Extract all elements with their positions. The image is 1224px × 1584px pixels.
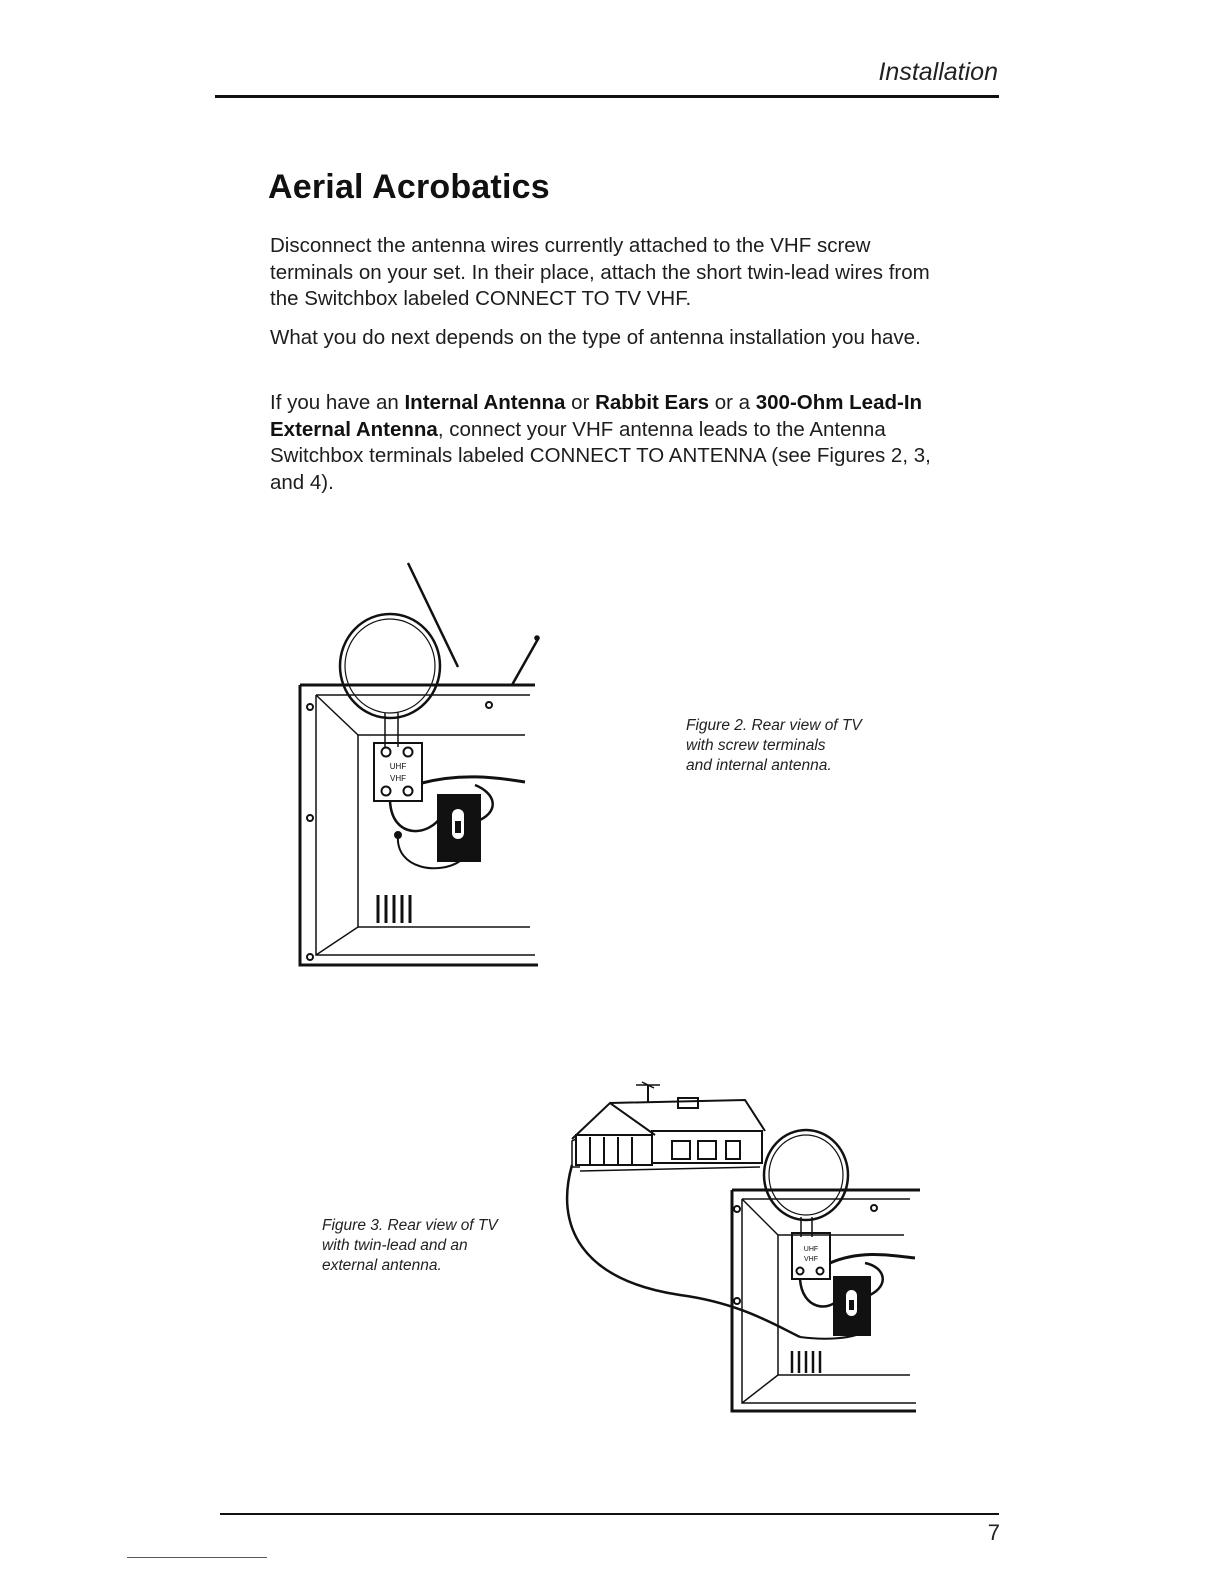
figure-3-caption [322, 1216, 552, 1276]
bold-rabbit-ears: Rabbit Ears [595, 391, 710, 414]
fig2-uhf-label: UHF [389, 762, 407, 771]
figure-2-caption-line-1: Figure 2. Rear view of TV [686, 717, 862, 734]
bold-internal-antenna: Internal Antenna [404, 391, 566, 414]
fig3-vhf-label: VHF [804, 1256, 818, 1263]
header-rule [215, 95, 999, 98]
paragraph-2: What you do next depends on the type of antenna installation you have. [270, 326, 921, 349]
figure-2-caption-line-3: and internal antenna. [686, 757, 832, 774]
figure-2-caption-line-2: with screw terminals [686, 737, 826, 754]
footer-rule [220, 1513, 999, 1515]
figure-3-caption-line-3: external antenna. [322, 1257, 442, 1274]
paragraph-3-text-4: , connect your VHF antenna leads to the Antenna Switchbox terminals labeled CONNECT TO ANTENNA (see Figures 2, 3, and 4). [270, 417, 931, 494]
paragraph-3-text-1: If you have an [270, 391, 405, 414]
paragraph-3-text-2: or [565, 391, 596, 414]
figure-3-caption-line-2: with twin-lead and an [322, 1237, 468, 1254]
figure-3-illustration [560, 1075, 930, 1415]
figure-3-caption-line-1: Figure 3. Rear view of TV [322, 1217, 498, 1234]
figure-2-illustration [290, 555, 550, 975]
fig2-vhf-label: VHF [390, 774, 406, 783]
house-and-tv-external-antenna-drawing [560, 1075, 930, 1415]
figure-2-caption [686, 716, 926, 776]
paragraph-1: Disconnect the antenna wires currently attached to the VHF screw terminals on your set. In their place, attach the short twin-lead wires from the Switchbox labeled CONNECT TO TV VHF. [270, 234, 930, 310]
paragraph-3 [270, 390, 950, 496]
fig3-uhf-label: UHF [803, 1246, 819, 1253]
page-number: 7 [987, 1520, 1000, 1545]
running-head: Installation [878, 58, 998, 86]
footnote-divider [127, 1557, 267, 1558]
tv-rear-internal-antenna-drawing [290, 555, 550, 975]
paragraph-3-text-3: or a [709, 391, 756, 414]
page-title: Aerial Acrobatics [268, 168, 550, 206]
bold-300-ohm-antenna: 300-Ohm Lead-In External Antenna [270, 391, 923, 441]
